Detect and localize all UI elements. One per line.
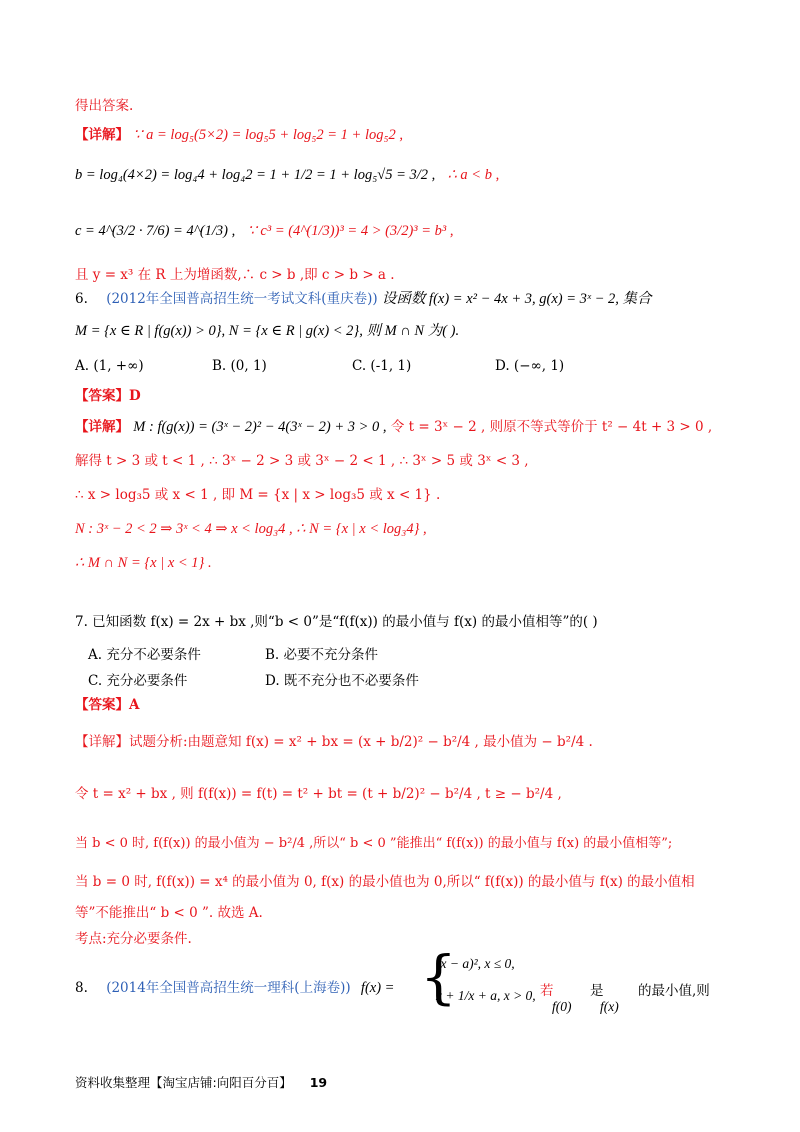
line-conclusion: 得出答案. bbox=[75, 98, 134, 114]
q6-detail-1-sub: 令 t = 3ˣ − 2 , 则原不等式等价于 t² − 4t + 3 > 0 , bbox=[390, 419, 713, 435]
q6-sets: M = {x ∈ R | f(g(x)) > 0}, N = {x ∈ R | g(x) < 2}, 则 M ∩ N 为( ). bbox=[75, 323, 460, 339]
detail-tag: 【详解】 bbox=[75, 127, 129, 143]
q6-source: (2012年全国普高招生统一考试文科(重庆卷)) bbox=[106, 291, 378, 307]
q6-detail-1-math: M : f(g(x)) = (3ˣ − 2)² − 4(3ˣ − 2) + 3 > 0 , bbox=[133, 419, 387, 435]
detail-c-tail: ∵ c³ = (4^(1/3))³ = 4 > (3/2)³ = b³ , bbox=[247, 223, 454, 239]
q8-case-2: x + 1/x + a, x > 0, bbox=[436, 988, 536, 1003]
q7-answer: 【答案】A bbox=[75, 697, 140, 713]
q8-end: 的最小值,则 bbox=[638, 983, 710, 999]
q6-number: 6. bbox=[75, 291, 88, 307]
q8-source: (2014年全国普高招生统一理科(上海卷)) bbox=[106, 980, 351, 996]
q8-number: 8. bbox=[75, 980, 88, 996]
q6-answer: 【答案】D bbox=[75, 388, 141, 404]
q7-option-d: D. 既不充分也不必要条件 bbox=[265, 673, 419, 689]
q8-is: 是 bbox=[590, 983, 604, 999]
q6-detail-tag: 【详解】 bbox=[75, 419, 129, 435]
footer bbox=[75, 1073, 327, 1091]
q6-option-a: A. (1, +∞) bbox=[75, 358, 144, 374]
q6-detail-1 bbox=[75, 418, 712, 436]
detail-b-tail: ∴ a < b , bbox=[447, 167, 500, 183]
detail-b bbox=[75, 166, 499, 184]
q8-fx: f(x) = bbox=[360, 980, 395, 996]
q6-header bbox=[75, 290, 652, 308]
q6-option-d: D. (−∞, 1) bbox=[495, 358, 565, 374]
q7-detail-4: 当 b = 0 时, f(f(x)) = x⁴ 的最小值为 0, f(x) 的最小值也为 0,所以“ f(f(x)) 的最小值与 f(x) 的最小值相 bbox=[75, 874, 695, 890]
q6-option-b: B. (0, 1) bbox=[212, 358, 267, 374]
detail-c bbox=[75, 222, 454, 240]
q7-option-c: C. 充分必要条件 bbox=[88, 673, 188, 689]
q6-detail-2: 解得 t > 3 或 t < 1 , ∴ 3ˣ − 2 > 3 或 3ˣ − 2 < 1 , ∴ 3ˣ > 5 或 3ˣ < 3 , bbox=[75, 453, 529, 469]
q8-f0: f(0) bbox=[552, 999, 572, 1014]
q7-detail-3: 当 b < 0 时, f(f(x)) 的最小值为 − b²/4 ,所以“ b < 0 ”能推出“ f(f(x)) 的最小值与 f(x) 的最小值相等”; bbox=[75, 836, 673, 851]
q7-detail-2: 令 t = x² + bx , 则 f(f(x)) = f(t) = t² + bt = (t + b/2)² − b²/4 , t ≥ − b²/4 , bbox=[75, 786, 562, 802]
q8-header bbox=[75, 979, 394, 997]
q8-case-1: (x − a)², x ≤ 0, bbox=[436, 956, 515, 971]
q6-detail-3: ∴ x > log₃5 或 x < 1 , 即 M = {x | x > log₃5 或 x < 1} . bbox=[75, 487, 441, 503]
page-number: 19 bbox=[309, 1075, 328, 1090]
q7-detail-1: 【详解】试题分析:由题意知 f(x) = x² + bx = (x + b/2)² − b²/4 , 最小值为 − b²/4 . bbox=[75, 734, 593, 750]
footer-text: 资料收集整理【淘宝店铺:向阳百分百】 bbox=[75, 1075, 292, 1090]
detail-increasing: 且 y = x³ 在 R 上为增函数,∴ c > b ,即 c > b > a . bbox=[75, 267, 395, 283]
detail-a bbox=[75, 126, 403, 144]
q6-detail-4: N : 3ˣ − 2 < 2 ⇒ 3ˣ < 4 ⇒ x < log₃4 , ∴ N = {x | x < log₃4} , bbox=[75, 521, 427, 537]
detail-a-math: ∵ a = log₅(5×2) = log₅5 + log₅2 = 1 + log₅2 , bbox=[133, 127, 404, 143]
q8-brace: { bbox=[420, 943, 457, 1011]
q6-detail-5: ∴ M ∩ N = {x | x < 1} . bbox=[75, 555, 212, 571]
q6-stem: 设函数 f(x) = x² − 4x + 3, g(x) = 3ˣ − 2, 集合 bbox=[381, 291, 652, 307]
q8-if: 若 bbox=[540, 983, 554, 999]
q6-option-c: C. (-1, 1) bbox=[352, 358, 412, 374]
detail-c-math: c = 4^(3/2 · 7/6) = 4^(1/3) , bbox=[75, 223, 236, 239]
q7-option-b: B. 必要不充分条件 bbox=[265, 647, 379, 663]
detail-b-math: b = log₄(4×2) = log₄4 + log₄2 = 1 + 1/2 = 1 + log₅√5 = 3/2 , bbox=[75, 167, 436, 183]
q8-fx-2: f(x) bbox=[600, 999, 619, 1014]
q7-detail-5: 等”不能推出“ b < 0 ”. 故选 A. bbox=[75, 905, 263, 921]
q7-keypoint: 考点:充分必要条件. bbox=[75, 931, 192, 947]
q7-option-a: A. 充分不必要条件 bbox=[88, 647, 201, 663]
q7-stem: 7. 已知函数 f(x) = 2x + bx ,则“b < 0”是“f(f(x)) 的最小值与 f(x) 的最小值相等”的( ) bbox=[75, 614, 598, 630]
